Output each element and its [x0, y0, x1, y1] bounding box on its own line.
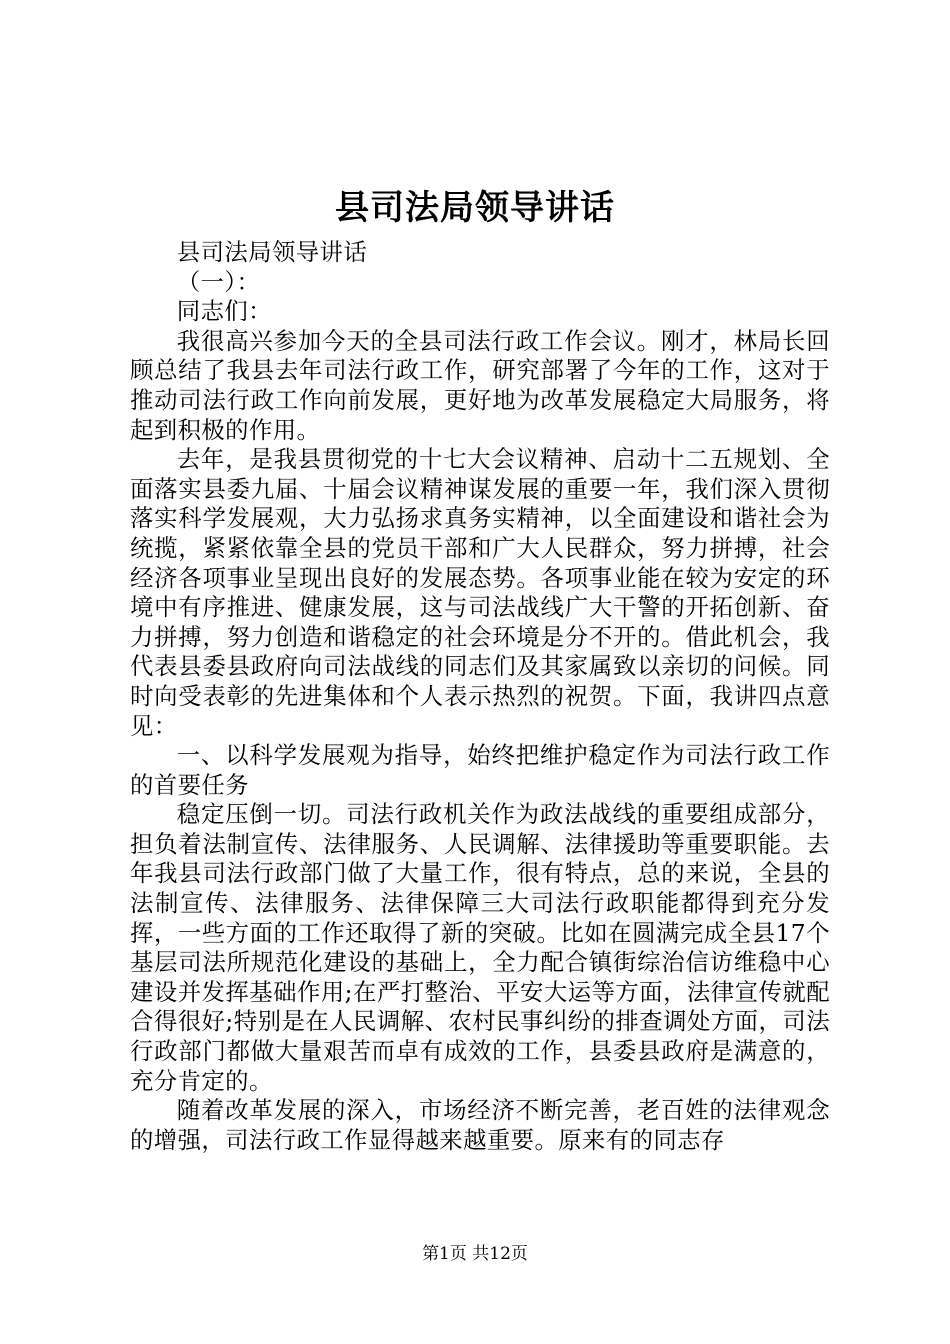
page-number-label: 第1页 共12页	[422, 1244, 528, 1264]
body-paragraph: 去年，是我县贯彻党的十七大会议精神、启动十二五规划、全面落实县委九届、十届会议精神谋发展的重要一年，我们深入贯彻落实科学发展观，大力弘扬求真务实精神，以全面建设和谐社会为统揽，紧紧依靠全县的党员干部和广大人民群众，努力拼搏，社会经济各项事业呈现出良好的发展态势。各项事业能在较为安定的环境中有序推进、健康发展，这与司法战线广大干警的开拓创新、奋力拼搏，努力创造和谐稳定的社会环境是分不开的。借此机会，我代表县委县政府向司法战线的同志们及其家属致以亲切的问候。同时向受表彰的先进集体和个人表示热烈的祝贺。下面，我讲四点意见：	[130, 445, 830, 740]
body-paragraph: 随着改革发展的深入，市场经济不断完善，老百姓的法律观念的增强，司法行政工作显得越来越重要。原来有的同志存	[130, 1096, 830, 1154]
body-paragraph-heading: 一、以科学发展观为指导，始终把维护稳定作为司法行政工作的首要任务	[130, 741, 830, 799]
body-paragraph: 稳定压倒一切。司法行政机关作为政法战线的重要组成部分，担负着法制宣传、法律服务、人民调解、法律援助等重要职能。去年我县司法行政部门做了大量工作，很有特点，总的来说，全县的法制宣传、法律服务、法律保障三大司法行政职能都得到充分发挥，一些方面的工作还取得了新的突破。比如在圆满完成全县17个基层司法所规范化建设的基础上，全力配合镇街综治信访维稳中心建设并发挥基础作用;在严打整治、平安大运等方面，法律宣传就配合得很好;特别是在人民调解、农村民事纠纷的排查调处方面，司法行政部门都做大量艰苦而卓有成效的工作，县委县政府是满意的，充分肯定的。	[130, 800, 830, 1095]
body-paragraph: 我很高兴参加今天的全县司法行政工作会议。刚才，林局长回顾总结了我县去年司法行政工作，研究部署了今年的工作，这对于推动司法行政工作向前发展，更好地为改革发展稳定大局服务，将起到积极的作用。	[130, 326, 830, 444]
page-footer	[0, 1242, 950, 1266]
document-title: 县司法局领导讲话	[335, 188, 615, 228]
body-paragraph-section-marker: （一）：	[176, 267, 261, 296]
document-body	[130, 238, 830, 1155]
body-paragraph-subtitle: 县司法局领导讲话	[176, 238, 368, 266]
body-paragraph-salutation: 同志们：	[176, 297, 272, 326]
